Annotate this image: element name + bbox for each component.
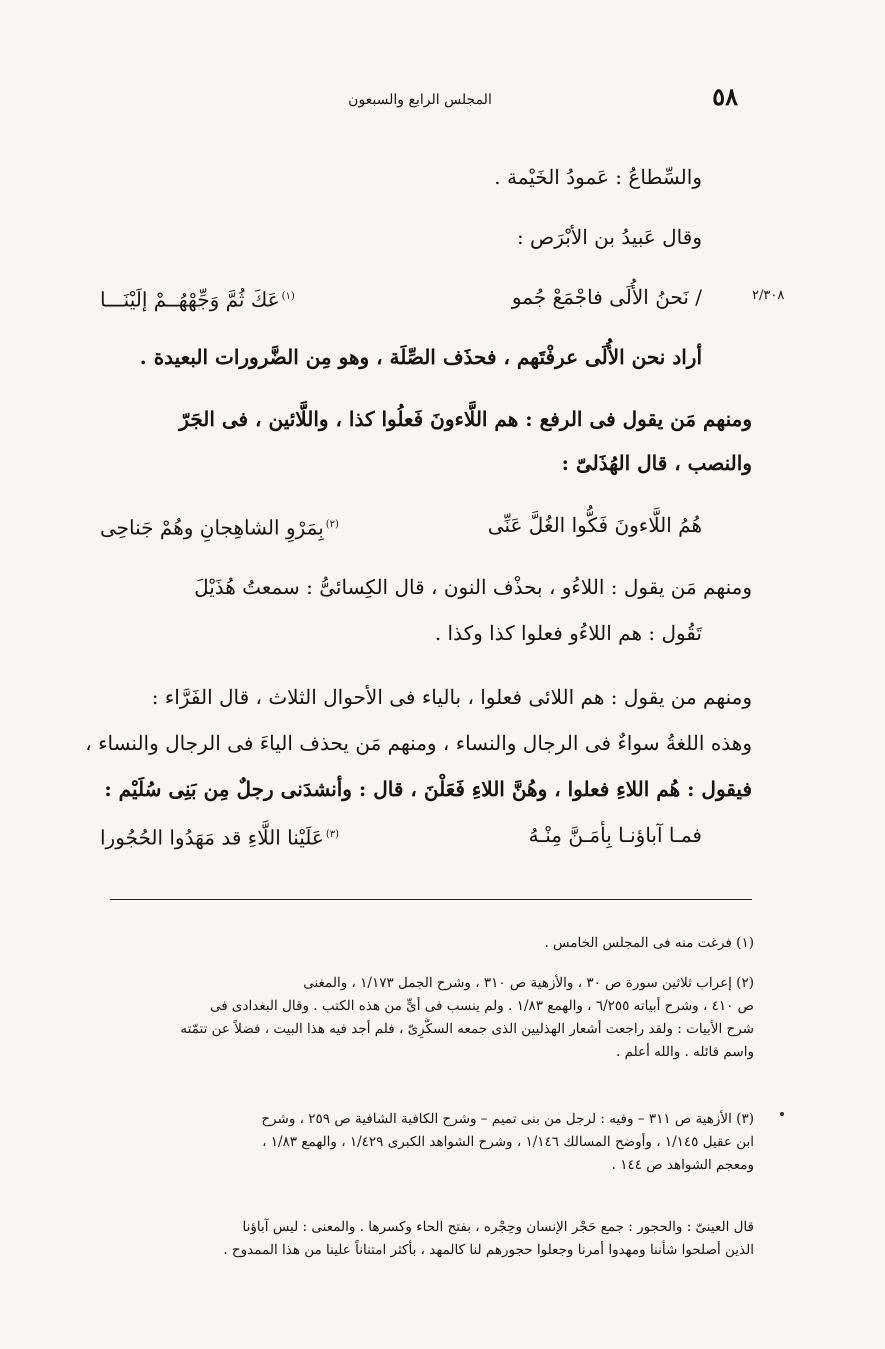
verse-2-first-hemistich: هُمُ اللَّاءونَ فَكُّوا الغُلَّ عَنِّى [487,513,702,537]
paragraph-line: أراد نحن الأُلَى عرفْتَهم ، فحذَف الصِّلَة ، وهو مِن الضَّرورات البعيدة . [139,345,702,369]
footnote-line: شرح الأبيات : ولقد راجعت أشعار الهذليين الذى جمعه السكَّرِىّ ، فلم أجد فيه هذا البيت ، فضلاً عن تتمّته [180,1021,754,1037]
page-number: ٥٨ [712,82,738,111]
verse-3 [100,818,702,852]
margin-reference: ٢/٣٠٨ [752,288,785,303]
footnote-line: (١) فرغت منه فى المجلس الخامس . [544,935,754,951]
body-line: والسِّطاعُ : عَمودُ الخَيْمة . [494,165,702,189]
footnote-mark: (٣) [325,829,340,840]
paragraph-line: والنصب ، قال الهُذَلىّ : [561,451,752,475]
paragraph-line: ومنهم من يقول : هم اللائى فعلوا ، بالياء فى الأحوال الثلاث ، قال الفَرَّاء : [151,685,752,709]
paragraph-line: ومنهم مَن يقول فى الرفع : هم اللَّاءونَ فَعلُوا كذا ، واللَّائين ، فى الجَرّ [179,407,752,431]
paragraph-line: ومنهم مَن يقول : اللاءُو ، بحذْف النون ، قال الكِسائىُّ : سمعتُ هُذَيْلَ [194,575,752,599]
verse-3-first-hemistich: فمـا آباؤنـا بِأمَـنَّ مِنْـهُ [528,823,702,847]
verse-2-second-hemistich: $^{(٢)}$بِمَرْوِ الشاهِجانِ وهُمْ جَناحِى [100,515,339,540]
running-title: المجلس الرابع والسبعون [348,92,492,108]
verse-2 [100,508,702,542]
footnote-3 [88,1108,754,1177]
footnote-line: (٢) إعراب ثلاثين سورة ص ٣٠ ، والأزهية ص ٣١٠ ، وشرح الجمل ١/١٧٣ ، والمغنى [303,975,754,991]
footnote-1 [88,932,754,955]
footnote-mark: (٢) [325,519,339,530]
paragraph-line: تَقُول : هم اللاءُو فعلوا كذا وكذا . [434,621,702,645]
footnote-line: ابن عقيل ١/١٤٥ ، وأوضح المسالك ١/١٤٦ ، وشرح الشواهد الكبرى ١/٤٢٩ ، والهمع ١/٨٣ ، [262,1134,754,1150]
paragraph-line: وهذه اللغةُ سواءٌ فى الرجال والنساء ، ومنهم مَن يحذف الياءَ فى الرجال والنساء ، [85,731,752,755]
footnote-commentary [88,1216,754,1262]
footnote-line: واسم قائله . والله أعلم . [616,1044,754,1060]
footnote-line: ص ٤١٠ ، وشرح أبياته ٦/٢٥٥ ، والهمع ١/٨٣ . ولم ينسب فى أىٍّ من هذه الكتب . وقال البغدادى فى [209,998,754,1014]
verse-1-first-hemistich: / نَحنُ الأُلَى فاجْمَعْ جُمو [511,285,702,309]
verse-1-second-hemistich: $^{(١)}$عَكَ ثُمَّ وَجِّهْهُــمْ إلَيْنَـــا [100,287,295,312]
footnote-2 [88,972,754,1064]
footnote-separator [110,899,752,900]
paragraph-line: فيقول : هُم اللاءِ فعلوا ، وهُنَّ اللاءِ فَعَلْنَ ، قال : وأنشدَنى رجلٌ مِن بَنِى سُلَيْم : [104,777,752,801]
verse-1 [100,280,702,314]
footnote-line: (٣) الأزهية ص ٣١١ – وفيه : لرجل من بنى تميم – وشرح الكافية الشافية ص ٢٥٩ ، وشرح [261,1111,754,1127]
footnote-line: قال العينىّ : والحجور : جمع حَجْر الإنسان وحِجْره ، بفتح الحاء وكسرها . والمعنى : ليس آباؤنا [242,1219,754,1235]
footnote-line: ومعجم الشواهد ص ١٤٤ . [611,1157,754,1173]
body-line: وقال عَبيدُ بن الأبْرَص : [516,225,702,249]
footnote-mark: (١) [281,291,295,302]
footnote-line: الذين أصلحوا شأننا ومهدوا أمرنا وجعلوا حجورهم لنا كالمهد ، بأكثر امتناناً علينا من هذا الممدوح . [223,1242,754,1258]
verse-3-second-hemistich: $^{(٣)}$عَلَيْنا اللَّاءِ قد مَهَدُوا الحُجُورا [100,825,340,850]
margin-dot [780,1112,784,1116]
